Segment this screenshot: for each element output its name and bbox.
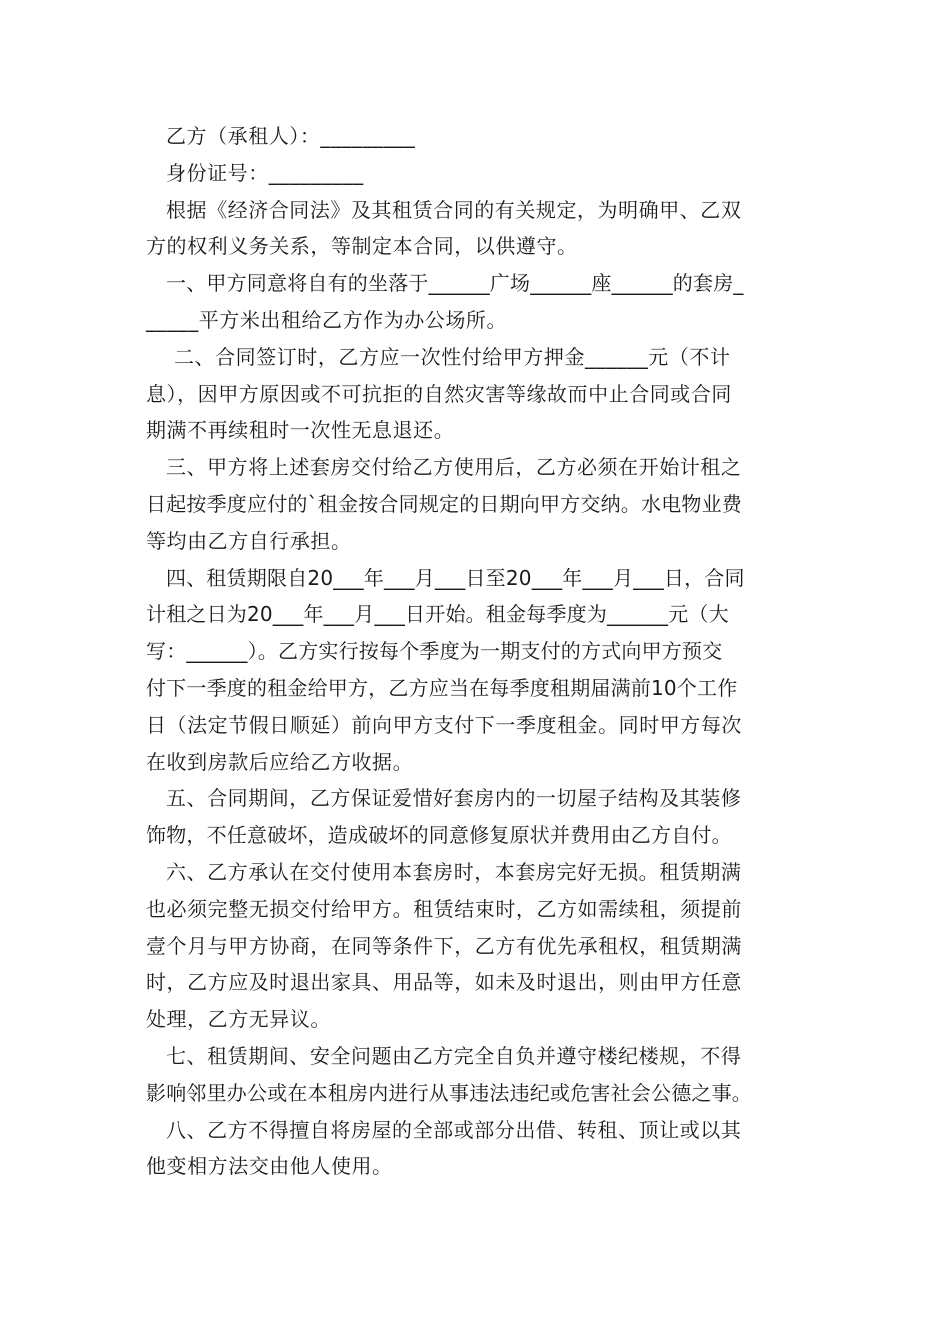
clause-8-line-2: 他变相方法交由他人使用。 [146,1154,393,1179]
clause-8-line-1: 八、乙方不得擅自将房屋的全部或部分出借、转租、顶让或以其 [166,1117,742,1142]
clause-3-line-2: 日起按季度应付的`租金按合同规定的日期向甲方交纳。水电物业费 [146,491,742,516]
clause-7-line-2: 影响邻里办公或在本租房内进行从事违法违纪或危害社会公德之事。 [146,1080,752,1105]
preamble-paragraph [146,192,806,266]
clause-4-line-2: 计租之日为20___年___月___日开始。租金每季度为______元（大 [146,602,729,627]
id-number-paragraph [146,155,806,192]
clause-2-line-2: 息），因甲方原因或不可抗拒的自然灾害等缘故而中止合同或合同 [146,381,732,406]
clause-4-line-4: 付下一季度的租金给甲方，乙方应当在每季度租期届满前10个工作 [146,675,738,700]
clause-1-paragraph [146,265,806,339]
clause-7-line-1: 七、租赁期间、安全问题由乙方完全自负并遵守楼纪楼规，不得 [166,1043,742,1068]
clause-1-line-1: 一、甲方同意将自有的坐落于______广场______座______的套房_ [166,271,744,296]
clause-6-paragraph [146,854,806,1038]
clause-4-line-1: 四、租赁期限自20___年___月___日至20___年___月___日，合同 [166,565,745,590]
clause-6-line-2: 也必须完整无损交付给甲方。租赁结束时，乙方如需续租，须提前 [146,896,742,921]
clause-4-line-3: 写：______）。乙方实行按每个季度为一期支付的方式向甲方预交 [146,639,723,664]
tenant-paragraph [146,118,806,155]
clause-3-line-1: 三、甲方将上述套房交付给乙方使用后，乙方必须在开始计租之 [166,455,742,480]
clause-5-line-1: 五、合同期间，乙方保证爱惜好套房内的一切屋子结构及其装修 [166,786,742,811]
clause-6-line-5: 处理，乙方无异议。 [146,1007,331,1032]
clause-5-paragraph [146,780,806,854]
clause-2-line-3: 期满不再续租时一次性无息退还。 [146,418,455,443]
clause-4-paragraph [146,560,806,781]
clause-6-line-3: 壹个月与甲方协商，在同等条件下，乙方有优先承租权，租赁期满 [146,933,742,958]
clause-6-line-4: 时，乙方应及时退出家具、用品等，如未及时退出，则由甲方任意 [146,970,742,995]
id-number-line: 身份证号：_________ [166,160,364,185]
clause-6-line-1: 六、乙方承认在交付使用本套房时，本套房完好无损。租赁期满 [166,859,742,884]
tenant-line: 乙方（承租人）：_________ [166,124,416,148]
preamble-line-2: 方的权利义务关系，等制定本合同，以供遵守。 [146,234,578,259]
preamble-line-1: 根据《经济合同法》及其租赁合同的有关规定，为明确甲、乙双 [166,197,742,222]
clause-5-line-2: 饰物，不任意破坏，造成破坏的同意修复原状并费用由乙方自付。 [146,823,732,848]
clause-3-line-3: 等均由乙方自行承担。 [146,528,352,553]
clause-2-line-1: 二、合同签订时，乙方应一次性付给甲方押金______元（不计 [174,344,731,369]
clause-7-paragraph [146,1038,806,1112]
clause-8-paragraph [146,1112,806,1186]
clause-3-paragraph [146,449,806,559]
clause-4-line-6: 在收到房款后应给乙方收据。 [146,749,414,774]
contract-body [146,118,806,1185]
clause-4-line-5: 日（法定节假日顺延）前向甲方支付下一季度租金。同时甲方每次 [146,712,742,737]
clause-2-paragraph [146,339,806,449]
clause-1-line-2: _____平方米出租给乙方作为办公场所。 [146,307,507,332]
